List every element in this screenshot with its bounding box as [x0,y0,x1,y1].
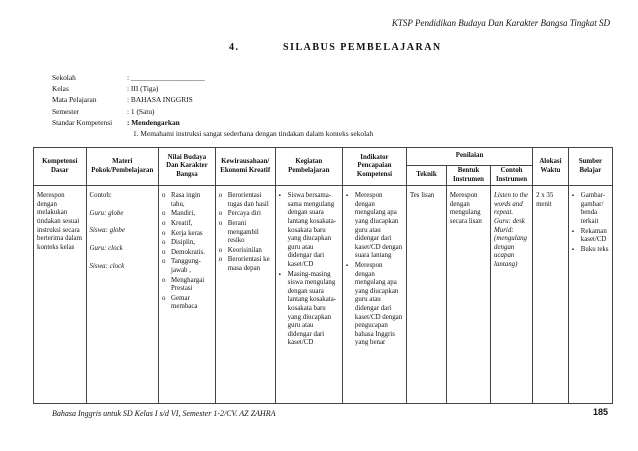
header-sumber: Sumber Belajar [568,148,612,186]
meta-row-standar [52,117,373,128]
table-header-row [34,148,613,166]
cell-kompetensi: Merespon dengan melakukan tindakan sesuai instruksi secara berterima dalam konteks kelas [34,186,87,404]
header-teknik: Teknik [407,166,447,186]
header-contoh: Contoh Instrumen [491,166,533,186]
nilai-item: o Demokratis. [162,249,212,258]
nilai-item: o Rasa ingin tahu, [162,192,212,209]
header-kewirausahaan: Kewirausahaan/ Ekonomi Kreatif [215,148,275,186]
indikator-item: ▪ Merespon dengan mengulang apa yang diucapkan guru atau didengar dari kaset/CD dengan pengucapan bahasa Inggris yang benar [346,262,403,348]
kewirausahaan-item: o Percaya diri [219,210,272,219]
cell-teknik: Tes lisan [407,186,447,404]
header-nilai: Nilai Budaya Dan Karakter Bangsa [159,148,216,186]
cell-sumber [568,186,612,404]
meta-value: : Mendengarkan [127,117,180,127]
materi-item: Guru: clock [89,244,123,252]
sumber-item: ▪ Buku teks [572,246,609,255]
materi-item: Contoh: [89,192,112,200]
materi-item: Siswa: globe [89,227,125,235]
meta-value: : III (Tiga) [127,84,159,94]
indikator-item: ▪ Merespon dengan mengulang apa yang diucapkan guru atau didengar dari kaset/CD dengan suara lantang [346,192,403,261]
nilai-item: o Disiplin, [162,239,212,248]
kewirausahaan-item: o Keorisinilan [219,247,272,256]
running-header: KTSP Pendidikan Budaya Dan Karakter Bangsa Tingkat SD [391,18,610,28]
meta-label: Mata Pelajaran [52,95,97,105]
cell-nilai [159,186,216,404]
nilai-item: o Kreatif, [162,220,212,229]
sumber-item: ▪ Gambar-gambar/ benda terkait [572,192,609,226]
header-alokasi: Alokasi Waktu [533,148,569,186]
header-kompetensi: Kompetensi Dasar [34,148,87,186]
meta-value: : ____________________ [127,73,205,82]
meta-label: Kelas [52,84,69,94]
header-penilaian: Penilaian [407,148,533,166]
kewirausahaan-item: o Berorientasi tugas dan hasil [219,192,272,209]
cell-kewirausahaan [215,186,275,404]
table-row [34,186,613,404]
meta-row-sekolah [52,72,373,83]
nilai-item: o Tanggung-jawab , [162,258,212,275]
kegiatan-item: ▪ Masing-masing siswa mengulang dengan suara lantang kosakata-kosakata baru yang diucapkan guru atau didengar dari kaset/CD [279,271,339,348]
cell-materi [86,186,159,404]
title-text: SILABUS PEMBELAJARAN [283,42,442,53]
nilai-item: o Mandiri, [162,210,212,219]
kegiatan-item: ▪ Siswa bersama-sama mengulang dengan suara lantang kosakata-kosakata baru yang diucapkan guru atau didengar dari kaset/CD [279,192,339,269]
syllabus-meta [52,72,373,139]
header-kegiatan: Kegiatan Pembelajaran [275,148,342,186]
meta-row-semester [52,106,373,117]
header-indikator: Indikator Pencapaian Kompetensi [342,148,406,186]
syllabus-table [33,147,613,404]
meta-row-kelas [52,83,373,94]
cell-contoh: Listen to the words and repeat. Guru: desk Murid: (mengulang dengan ucapan lantang) [491,186,533,404]
meta-value: : BAHASA INGGRIS [127,95,193,105]
nilai-item: o Gemar membaca [162,295,212,312]
cell-bentuk: Merespon dengan mengulang secara lisan [446,186,490,404]
kewirausahaan-item: o Berorientasi ke masa depan [219,256,272,273]
cell-kegiatan [275,186,342,404]
competence-line: 1. Memahami instruksi sangat sederhana dengan tindakan dalam konteks sekolah [133,129,374,139]
meta-row-mapel [52,94,373,105]
meta-label: Sekolah [52,73,76,82]
materi-item: Guru: globe [89,209,124,217]
cell-indikator [342,186,406,404]
nilai-item: o Menghargai Prestasi [162,277,212,294]
header-bentuk: Bentuk Instrumen [446,166,490,186]
page-number: 185 [592,407,608,417]
header-materi: Materi Pokok/Pembelajaran [86,148,159,186]
title-number: 4. [229,42,240,53]
meta-label: Semester [52,106,80,116]
sumber-item: ▪ Rekaman kaset/CD [572,228,609,245]
meta-label: Standar Kompetensi [52,117,113,127]
page-footer: Bahasa Inggris untuk SD Kelas I s/d VI, Semester 1-2/CV. AZ ZAHRA [52,409,276,418]
materi-item: Siswa: clock [89,262,125,270]
kewirausahaan-item: o Berani mengambil resiko [219,220,272,246]
cell-alokasi: 2 x 35 menit [533,186,569,404]
meta-value: : 1 (Satu) [127,106,155,116]
competence-row [52,128,373,139]
nilai-item: o Kerja keras [162,230,212,239]
